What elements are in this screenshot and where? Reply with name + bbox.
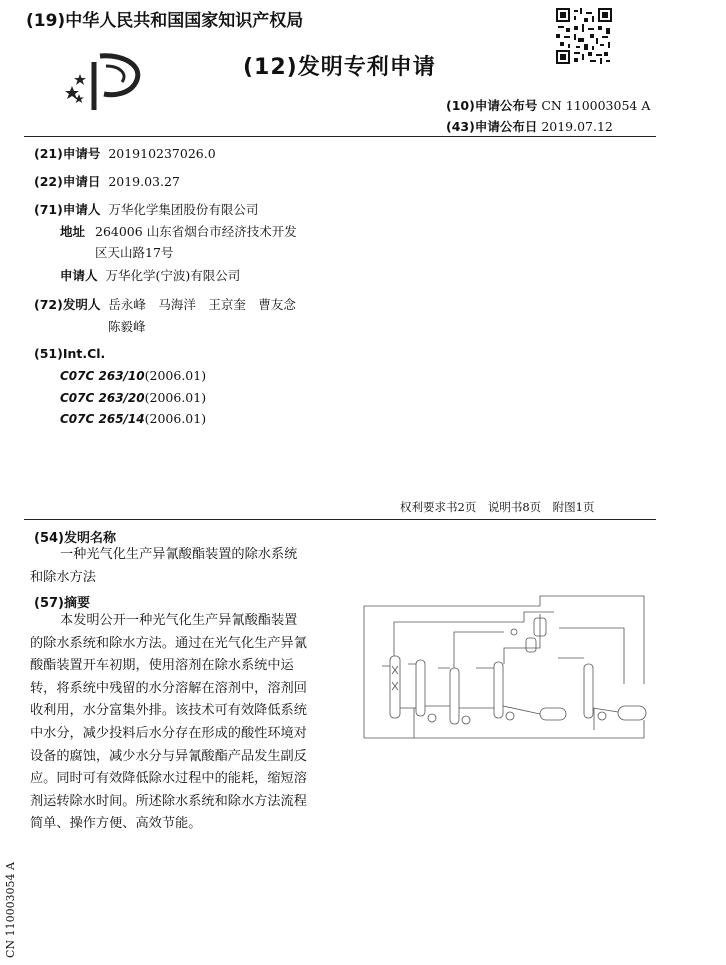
- applicant-label: (71)申请人: [34, 202, 101, 217]
- document-type: (12)发明专利申请: [243, 55, 436, 80]
- address-line-1: 264006 山东省烟台市经济技术开发: [95, 224, 297, 239]
- invention-title-label: (54)发明名称: [34, 531, 116, 546]
- invention-title-line-2: 和除水方法: [30, 570, 96, 585]
- ipc-code: C07C 265/14: [60, 412, 145, 426]
- application-date-row: [34, 172, 180, 190]
- application-date-label: (22)申请日: [34, 174, 101, 189]
- office-name: (19)中华人民共和国国家知识产权局: [26, 11, 304, 31]
- ipc-version: (2006.01): [144, 368, 207, 383]
- patent-office-logo-icon: [64, 52, 146, 112]
- ipc-version: (2006.01): [144, 390, 207, 405]
- publication-date-value: 2019.07.12: [541, 119, 613, 134]
- ipc-version: (2006.01): [144, 411, 207, 426]
- second-applicant-value: 万华化学(宁波)有限公司: [105, 268, 241, 283]
- summary-divider: [24, 519, 656, 520]
- abstract-line: 本发明公开一种光气化生产异氰酸酯装置: [60, 613, 298, 628]
- side-publication-number: CN 110003054 A: [4, 862, 17, 958]
- abstract-line: 酸酯装置开车初期，使用溶剂在除水系统中运: [30, 658, 294, 674]
- ipc-code: C07C 263/20: [60, 391, 145, 405]
- abstract-line: 的除水系统和除水方法。通过在光气化生产异氰: [30, 635, 307, 651]
- abstract-line: 剂运转除水时间。所述除水系统和除水方法流程: [30, 793, 307, 809]
- abstract-line: 转，将系统中残留的水分溶解在溶剂中，溶剂回: [30, 680, 307, 696]
- abstract-line: 收利用，水分富集外排。该技术可有效降低系统: [30, 703, 307, 719]
- application-date-value: 2019.03.27: [108, 174, 180, 189]
- applicant-value: 万华化学集团股份有限公司: [108, 202, 259, 217]
- publication-number-label: (10)申请公布号: [446, 98, 538, 113]
- process-flow-diagram-icon: [354, 588, 654, 746]
- publication-number-row: [446, 96, 650, 114]
- ipc-entry: [60, 368, 206, 383]
- second-applicant-label: 申请人: [60, 268, 98, 283]
- inventors-line-2: 陈毅峰: [108, 319, 146, 334]
- abstract-body: [30, 610, 338, 836]
- abstract-line: 设备的腐蚀，减少水分与异氰酸酯产品发生副反: [30, 748, 307, 764]
- abstract-line: 中水分，减少投料后水分存在形成的酸性环境对: [30, 725, 307, 741]
- second-applicant-row: [60, 266, 240, 284]
- address-line-2: 区天山路17号: [95, 245, 174, 260]
- page-count-summary: 权利要求书2页 说明书8页 附图1页: [400, 500, 595, 514]
- application-number-value: 201910237026.0: [108, 146, 216, 161]
- applicant-row: [34, 200, 258, 218]
- inventors-row: [34, 295, 296, 313]
- abstract-line: 简单、操作方便、高效节能。: [30, 816, 202, 832]
- qr-code-icon: [556, 8, 612, 64]
- application-number-row: [34, 144, 216, 162]
- address-label: 地址: [60, 224, 86, 239]
- invention-title-line-1: 一种光气化生产异氰酸酯装置的除水系统: [60, 547, 298, 562]
- ipc-label: (51)Int.Cl.: [34, 346, 106, 361]
- ipc-entry: [60, 411, 206, 426]
- publication-number-value: CN 110003054 A: [541, 98, 651, 113]
- inventors-label: (72)发明人: [34, 297, 101, 312]
- ipc-entry: [60, 390, 206, 405]
- address-row: [60, 222, 297, 240]
- abstract-line: 应。同时可有效降低除水过程中的能耗，缩短溶: [30, 771, 307, 787]
- ipc-code: C07C 263/10: [60, 369, 145, 383]
- publication-date-row: [446, 117, 613, 135]
- inventors-line-1: 岳永峰 马海洋 王京奎 曹友念: [108, 297, 296, 312]
- application-number-label: (21)申请号: [34, 146, 101, 161]
- abstract-label: (57)摘要: [34, 596, 90, 611]
- publication-date-label: (43)申请公布日: [446, 119, 538, 134]
- header-divider: [24, 136, 656, 137]
